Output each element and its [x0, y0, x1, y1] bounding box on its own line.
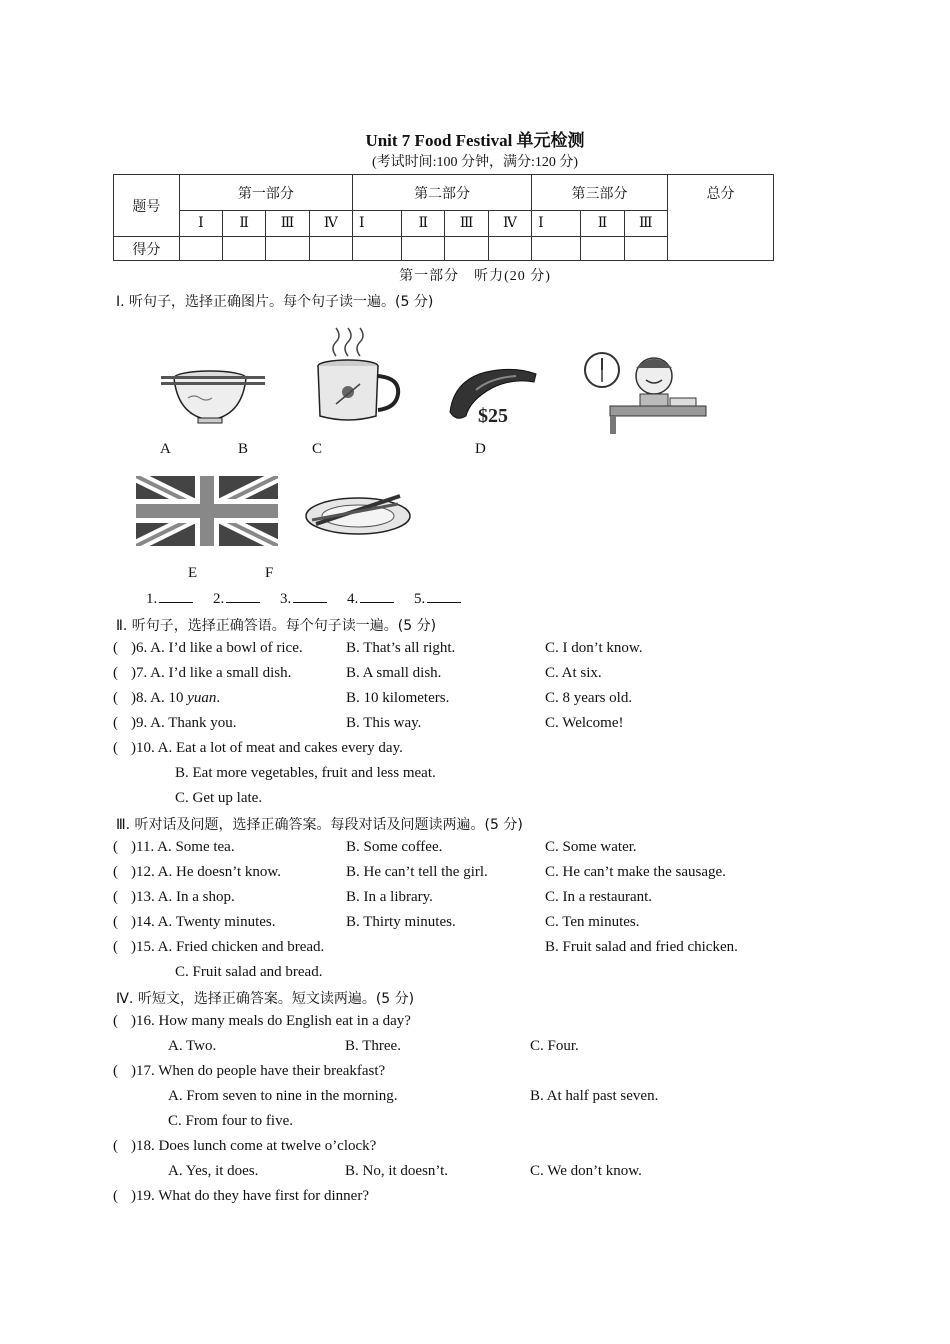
exam-info: (考试时间:100 分钟，满分:120 分) — [371, 155, 579, 170]
question-18-stem: )18. Does lunch come at twelve o’clock? — [131, 1138, 377, 1154]
question-16-c: C. Four. — [530, 1038, 579, 1054]
answer-blank-1[interactable]: 1. — [146, 590, 193, 608]
question-9-b: B. This way. — [346, 715, 422, 731]
score-cell[interactable] — [266, 237, 309, 261]
sausage-picture — [440, 360, 550, 430]
col-p2-1: Ⅰ — [353, 211, 402, 237]
rice-bowl-picture — [158, 358, 268, 428]
plate-knife-fork-picture — [304, 490, 414, 538]
answer-blank-2[interactable]: 2. — [213, 590, 260, 608]
question-17-c: C. From four to five. — [168, 1113, 293, 1129]
score-cell[interactable] — [402, 237, 445, 261]
answer-paren[interactable]: ( — [113, 1188, 118, 1204]
answer-paren[interactable]: ( — [113, 740, 118, 756]
question-18-a: A. Yes, it does. — [168, 1163, 259, 1179]
question-7-b: B. A small dish. — [346, 665, 442, 681]
col-p1-3: Ⅲ — [266, 211, 309, 237]
answer-blank-4[interactable]: 4. — [347, 590, 394, 608]
question-10-a: )10. A. Eat a lot of meat and cakes every day. — [131, 740, 403, 756]
question-14-c: C. Ten minutes. — [545, 914, 640, 930]
question-18-b: B. No, it doesn’t. — [345, 1163, 449, 1179]
answer-paren[interactable]: ( — [113, 640, 118, 656]
score-cell[interactable] — [624, 237, 667, 261]
question-17-stem: )17. When do people have their breakfast? — [131, 1063, 386, 1079]
col-p2-2: Ⅱ — [402, 211, 445, 237]
score-cell[interactable] — [532, 237, 581, 261]
question-16-stem: )16. How many meals do English eat in a day? — [131, 1013, 411, 1029]
score-cell[interactable] — [179, 237, 222, 261]
part-iii-heading: Ⅲ. 听对话及问题，选择正确答案。每段对话及问题读两遍。(5 分) — [116, 817, 523, 833]
question-15-a: )15. A. Fried chicken and bread. — [131, 939, 325, 955]
col-p1-2: Ⅱ — [223, 211, 266, 237]
question-8-a: )8. A. 10 yuan. — [131, 690, 221, 706]
question-11-a: )11. A. Some tea. — [131, 839, 235, 855]
answer-paren[interactable]: ( — [113, 690, 118, 706]
part-i-heading: Ⅰ. 听句子，选择正确图片。每个句子读一遍。(5 分) — [116, 294, 434, 310]
answer-paren[interactable]: ( — [113, 1013, 118, 1029]
part3-header: 第三部分 — [532, 175, 668, 211]
boy-eating-picture — [582, 350, 710, 436]
question-6-b: B. That’s all right. — [346, 640, 456, 656]
section-1-heading: 第一部分 听力(20 分) — [399, 269, 551, 284]
score-cell[interactable] — [581, 237, 624, 261]
row-label-question-number: 题号 — [114, 175, 180, 237]
col-p3-3: Ⅲ — [624, 211, 667, 237]
question-8-c: C. 8 years old. — [545, 690, 633, 706]
question-9-a: )9. A. Thank you. — [131, 715, 237, 731]
question-11-c: C. Some water. — [545, 839, 637, 855]
part-ii-heading: Ⅱ. 听句子，选择正确答语。每个句子读一遍。(5 分) — [116, 618, 437, 634]
question-15-b: B. Fruit salad and fried chicken. — [545, 939, 738, 955]
picture-letter-e: E — [188, 565, 198, 581]
question-17-a: A. From seven to nine in the morning. — [168, 1088, 398, 1104]
answer-paren[interactable]: ( — [113, 1063, 118, 1079]
question-17-b: B. At half past seven. — [530, 1088, 659, 1104]
col-p1-1: Ⅰ — [179, 211, 222, 237]
answer-blank-3[interactable]: 3. — [280, 590, 327, 608]
question-16-b: B. Three. — [345, 1038, 401, 1054]
answer-paren[interactable]: ( — [113, 1138, 118, 1154]
total-header: 总分 — [667, 175, 773, 261]
question-8-b: B. 10 kilometers. — [346, 690, 450, 706]
row-label-score: 得分 — [114, 237, 180, 261]
page-title: Unit 7 Food Festival 单元检测 — [365, 131, 585, 150]
col-p2-3: Ⅲ — [445, 211, 488, 237]
part2-header: 第二部分 — [353, 175, 532, 211]
answer-paren[interactable]: ( — [113, 939, 118, 955]
picture-letter-a: A — [160, 441, 171, 457]
question-7-c: C. At six. — [545, 665, 602, 681]
score-cell[interactable] — [353, 237, 402, 261]
question-13-c: C. In a restaurant. — [545, 889, 653, 905]
score-cell[interactable] — [309, 237, 352, 261]
answer-paren[interactable]: ( — [113, 864, 118, 880]
answer-paren[interactable]: ( — [113, 665, 118, 681]
score-cell[interactable] — [223, 237, 266, 261]
col-p3-2: Ⅱ — [581, 211, 624, 237]
question-12-c: C. He can’t make the sausage. — [545, 864, 726, 880]
question-13-b: B. In a library. — [346, 889, 433, 905]
question-6-a: )6. A. I’d like a bowl of rice. — [131, 640, 303, 656]
question-12-b: B. He can’t tell the girl. — [346, 864, 488, 880]
col-p2-4: Ⅳ — [488, 211, 531, 237]
part1-header: 第一部分 — [179, 175, 352, 211]
question-10-c: C. Get up late. — [175, 790, 263, 806]
question-9-c: C. Welcome! — [545, 715, 624, 731]
question-7-a: )7. A. I’d like a small dish. — [131, 665, 292, 681]
uk-flag-picture — [136, 476, 278, 546]
question-15-c: C. Fruit salad and bread. — [175, 964, 323, 980]
question-10-b: B. Eat more vegetables, fruit and less meat. — [175, 765, 436, 781]
question-14-a: )14. A. Twenty minutes. — [131, 914, 276, 930]
answer-paren[interactable]: ( — [113, 914, 118, 930]
score-cell[interactable] — [488, 237, 531, 261]
question-13-a: )13. A. In a shop. — [131, 889, 235, 905]
picture-letter-d: D — [475, 441, 486, 457]
col-p3-1: Ⅰ — [532, 211, 581, 237]
tea-cup-picture — [308, 326, 408, 426]
answer-blank-5[interactable]: 5. — [414, 590, 461, 608]
question-6-c: C. I don’t know. — [545, 640, 643, 656]
part-iv-heading: Ⅳ. 听短文，选择正确答案。短文读两遍。(5 分) — [116, 991, 415, 1007]
answer-paren[interactable]: ( — [113, 715, 118, 731]
col-p1-4: Ⅳ — [309, 211, 352, 237]
picture-letter-b: B — [238, 441, 249, 457]
question-14-b: B. Thirty minutes. — [346, 914, 456, 930]
question-18-c: C. We don’t know. — [530, 1163, 642, 1179]
score-cell[interactable] — [445, 237, 488, 261]
score-table — [113, 174, 774, 261]
picture-letter-c: C — [312, 441, 323, 457]
answer-paren[interactable]: ( — [113, 839, 118, 855]
question-19-stem: )19. What do they have first for dinner? — [131, 1188, 369, 1204]
question-16-a: A. Two. — [168, 1038, 217, 1054]
picture-letter-f: F — [265, 565, 274, 581]
price-label: $25 — [478, 405, 508, 427]
answer-paren[interactable]: ( — [113, 889, 118, 905]
question-12-a: )12. A. He doesn’t know. — [131, 864, 281, 880]
question-11-b: B. Some coffee. — [346, 839, 443, 855]
